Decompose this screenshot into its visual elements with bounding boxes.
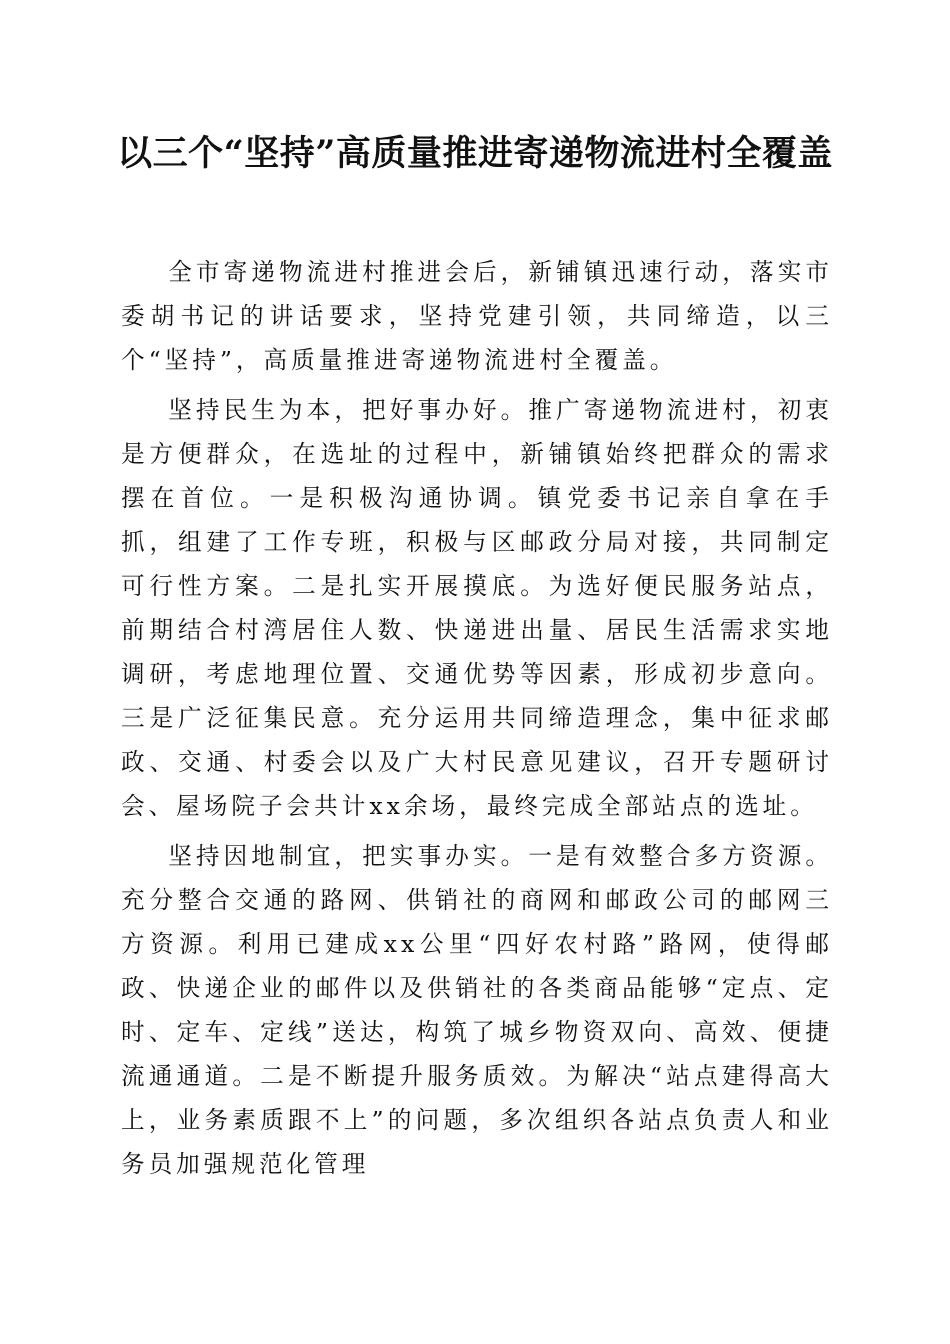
paragraph-livelihood: 坚持民生为本，把好事办好。推广寄递物流进村，初衷是方便群众，在选址的过程中，新铺镇始终把群众的需求摆在首位。一是积极沟通协调。镇党委书记亲自拿在手抓，组建了工作专班，积极与区邮政分局对接，共同制定可行性方案。二是扎实开展摸底。为选好便民服务站点，前期结合村湾居住人数、快递进出量、居民生活需求实地调研，考虑地理位置、交通优势等因素，形成初步意向。三是广泛征集民意。充分运用共同缔造理念，集中征求邮政、交通、村委会以及广大村民意见建议，召开专题研讨会、屋场院子会共计xx余场，最终完成全部站点的选址。: [121, 396, 833, 820]
document-body: [121, 250, 833, 1192]
paragraph-local-conditions: 坚持因地制宜，把实事办实。一是有效整合多方资源。充分整合交通的路网、供销社的商网和邮政公司的邮网三方资源。利用已建成xx公里“四好农村路”路网，使得邮政、快递企业的邮件以及供销社的各类商品能够“定点、定时、定车、定线”送达，构筑了城乡物资双向、高效、便捷流通通道。二是不断提升服务质效。为解决“站点建得高大上，业务素质跟不上”的问题，多次组织各站点负责人和业务员加强规范化管理: [121, 842, 833, 1178]
paragraph-intro: 全市寄递物流进村推进会后，新铺镇迅速行动，落实市委胡书记的讲话要求，坚持党建引领，共同缔造，以三个“坚持”，高质量推进寄递物流进村全覆盖。: [121, 258, 833, 374]
document-title: 以三个“坚持”高质量推进寄递物流进村全覆盖: [117, 133, 833, 174]
